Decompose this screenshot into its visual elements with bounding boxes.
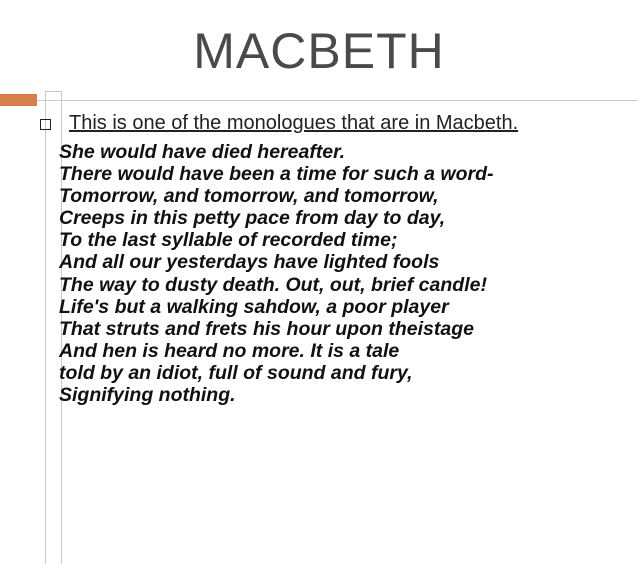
poem-line: The way to dusty death. Out, out, brief candle! xyxy=(59,273,487,296)
bullet-text: This is one of the monologues that are in Macbeth. xyxy=(69,112,519,134)
poem-line: There would have been a time for such a word- xyxy=(59,163,494,186)
poem-line: To the last syllable of recorded time; xyxy=(59,229,398,252)
poem-line: She would have died hereafter. xyxy=(59,141,346,163)
slide-title: MACBETH xyxy=(193,23,445,79)
monologue-text xyxy=(59,141,634,406)
poem-line: Life's but a walking sahdow, a poor player xyxy=(59,295,449,318)
header-divider xyxy=(37,100,638,101)
poem-line: That struts and frets his hour upon theistage xyxy=(59,317,474,340)
poem-line: Signifying nothing. xyxy=(59,384,236,407)
poem-line: And hen is heard no more. It is a tale xyxy=(59,339,400,362)
poem-line: told by an idiot, full of sound and fury, xyxy=(59,361,413,384)
square-bullet-icon xyxy=(40,119,51,130)
poem-line: Creeps in this petty pace from day to day, xyxy=(59,207,446,230)
poem-line: Tomorrow, and tomorrow, and tomorrow, xyxy=(59,185,439,208)
poem-line: And all our yesterdays have lighted fools xyxy=(59,251,440,274)
bullet-item xyxy=(40,112,638,135)
accent-bar xyxy=(0,94,37,106)
